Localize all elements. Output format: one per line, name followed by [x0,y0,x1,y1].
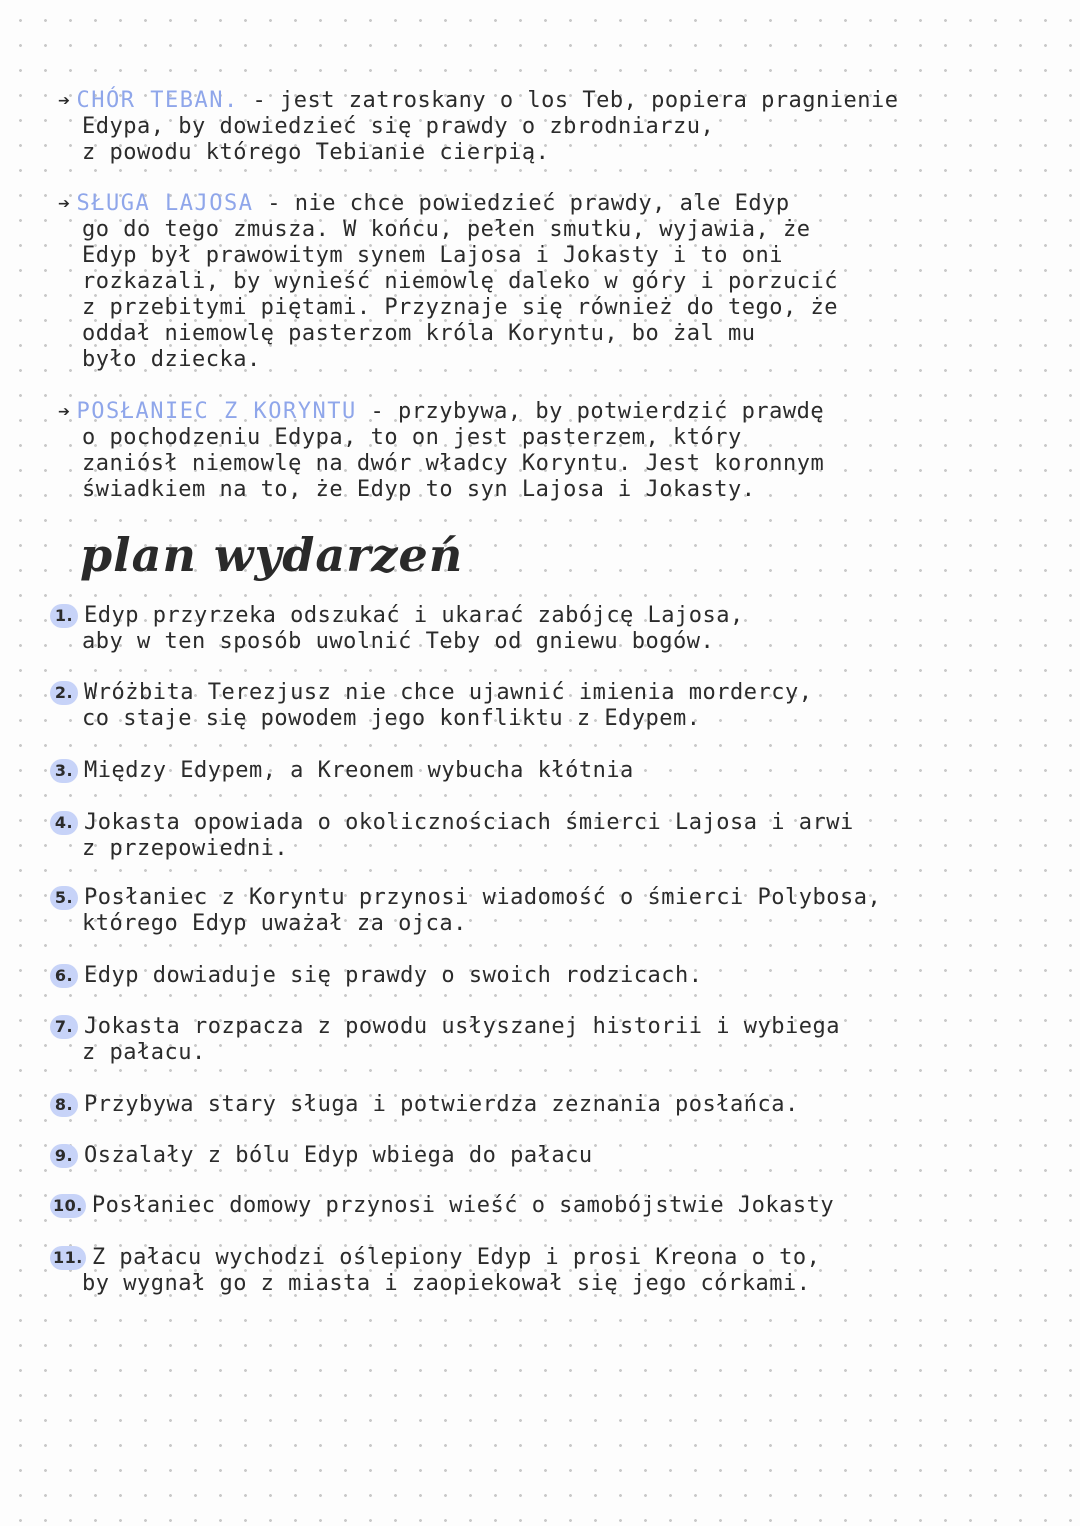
section-heading: plan wydarzeń [80,528,464,582]
character-name: CHÓR TEBAN. [76,88,239,113]
event-line [50,758,1030,784]
event-item [50,1014,1030,1066]
character-line: Edyp był prawowitym synem Lajosa i Jokasty i to oni [82,243,784,268]
event-text: Jokasta rozpacza z powodu usłyszanej historii i wybiega [84,1014,840,1039]
event-line [50,680,1030,706]
character-line: zaniósł niemowlę na dwór władcy Koryntu. Jest koronnym [82,451,825,476]
event-item [50,885,1030,937]
arrow-icon: ➔ [58,191,71,215]
event-text: Posłaniec domowy przynosi wieść o samobójstwie Jokasty [91,1193,835,1218]
event-item [50,603,1030,655]
character-text: - nie chce powiedzieć prawdy, ale Edyp [267,191,790,216]
character-line: oddał niemowlę pasterzom króla Koryntu, bo żal mu [82,321,756,346]
event-text: Oszalały z bólu Edyp wbiega do pałacu [84,1143,593,1168]
event-number: 6. [50,964,78,988]
character-line: z przebitymi piętami. Przyznaje się również do tego, że [82,295,838,320]
character-line [58,398,1018,425]
event-line [50,963,1030,989]
event-item [50,758,1030,784]
character-sluga-lajosa [58,190,1018,373]
event-line: z przepowiedni. [82,836,289,861]
arrow-icon: ➔ [58,88,71,112]
character-line: było dziecka. [82,347,261,372]
event-text: Między Edypem, a Kreonem wybucha kłótnia [84,758,634,783]
event-number: 11. [50,1246,86,1270]
character-name: POSŁANIEC Z KORYNTU [76,399,357,424]
event-text: Edyp dowiaduje się prawdy o swoich rodzicach. [84,963,703,988]
event-text: Edyp przyrzeka odszukać i ukarać zabójcę Lajosa, [84,603,744,628]
character-text: - przybywa, by potwierdzić prawdę [370,399,825,424]
event-item [50,1092,1030,1118]
event-line: aby w ten sposób uwolnić Teby od gniewu bogów. [82,629,715,654]
event-number: 10. [50,1194,86,1218]
event-line: by wygnał go z miasta i zaopiekował się jego córkami. [82,1271,811,1296]
character-line: Edypa, by dowiedzieć się prawdy o zbrodniarzu, [82,114,715,139]
event-line [50,810,1030,836]
event-line [50,1193,1030,1219]
event-number: 5. [50,886,78,910]
character-line: z powodu którego Tebianie cierpią. [82,140,550,165]
event-text: Posłaniec z Koryntu przynosi wiadomość o śmierci Polybosa, [84,885,882,910]
event-number: 8. [50,1093,78,1117]
event-line [50,1092,1030,1118]
event-line [50,603,1030,629]
character-line [58,87,1018,114]
event-item [50,1143,1030,1169]
event-number: 1. [50,604,78,628]
event-number: 3. [50,759,78,783]
character-text: - jest zatroskany o los Teb, popiera pragnienie [252,88,899,113]
event-text: Jokasta opowiada o okolicznościach śmierci Lajosa i arwi [84,810,854,835]
character-line: o pochodzeniu Edypa, to on jest pasterzem, który [82,425,742,450]
event-item [50,810,1030,862]
event-item [50,680,1030,732]
character-poslaniec-z-koryntu [58,398,1018,503]
event-line [50,1014,1030,1040]
event-number: 9. [50,1144,78,1168]
event-line [50,1143,1030,1169]
event-number: 2. [50,681,78,705]
event-line [50,1245,1030,1271]
event-line [50,885,1030,911]
arrow-icon: ➔ [58,399,71,423]
event-line: z pałacu. [82,1040,206,1065]
character-line: go do tego zmusza. W końcu, pełen smutku, wyjawia, że [82,217,811,242]
character-line: rozkazali, by wynieść niemowlę daleko w góry i porzucić [82,269,838,294]
event-text: Z pałacu wychodzi oślepiony Edyp i prosi Kreona o to, [91,1245,821,1270]
event-text: Przybywa stary sługa i potwierdza zeznania posłańca. [84,1092,799,1117]
event-item [50,1193,1030,1219]
event-line: co staje się powodem jego konfliktu z Edypem. [82,706,701,731]
character-chor-teban [58,87,1018,166]
event-item [50,963,1030,989]
event-item [50,1245,1030,1297]
event-number: 7. [50,1015,78,1039]
character-line [58,190,1018,217]
event-text: Wróżbita Terezjusz nie chce ujawnić imienia mordercy, [84,680,813,705]
event-number: 4. [50,811,78,835]
event-line: którego Edyp uważał za ojca. [82,911,467,936]
character-line: świadkiem na to, że Edyp to syn Lajosa i Jokasty. [82,477,756,502]
character-name: SŁUGA LAJOSA [76,191,254,216]
